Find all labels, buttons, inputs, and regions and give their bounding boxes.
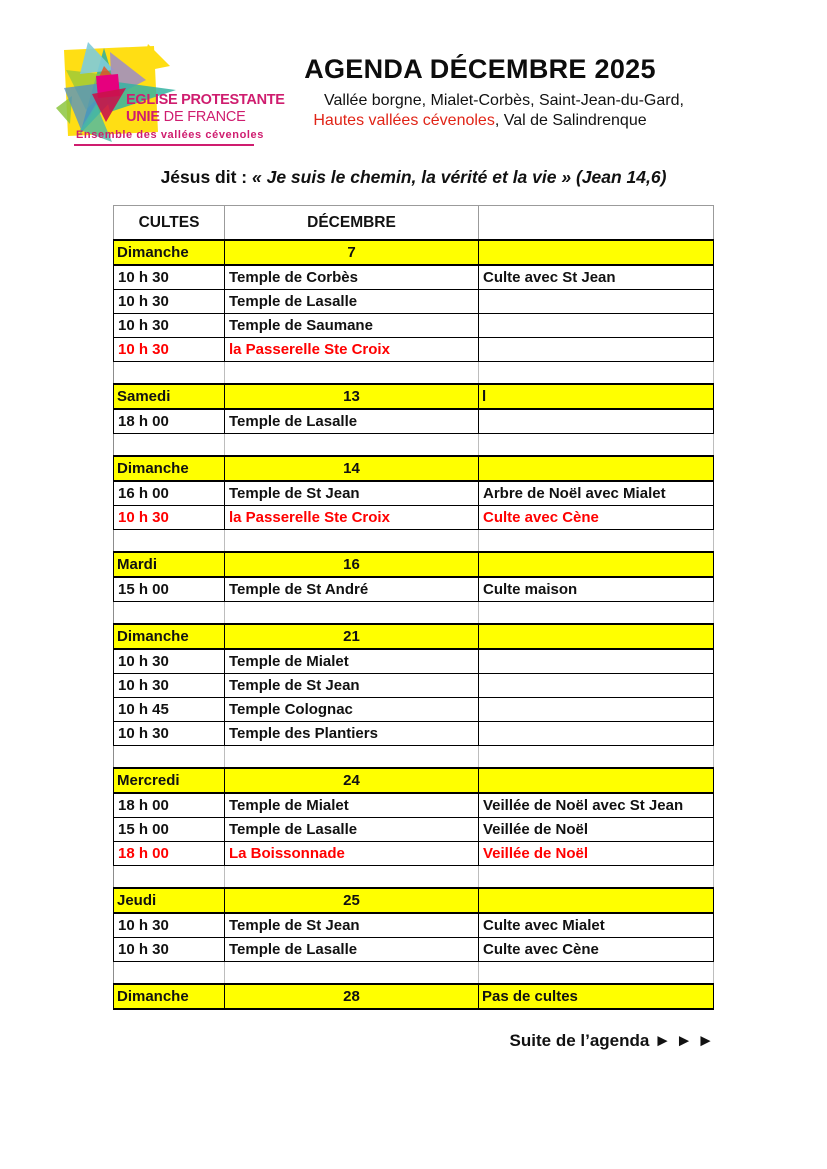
date-cell: 7 (224, 241, 478, 264)
time-cell: 10 h 30 (118, 941, 169, 958)
subtitle-line2 (252, 112, 708, 130)
place-cell: Temple de St André (224, 578, 478, 601)
day-cell: Samedi (117, 388, 171, 405)
spacer-cell (224, 362, 478, 383)
table-row (113, 722, 714, 746)
note-cell (478, 314, 715, 337)
note-cell: Culte avec Cène (478, 506, 715, 529)
subtitle-red-part: Hautes vallées cévenoles (313, 112, 495, 129)
footer-continuation-note: Suite de l’agenda ► ► ► (509, 1031, 714, 1050)
subtitle-black-part: , Val de Salindrenque (494, 112, 647, 129)
spacer-row (113, 434, 714, 455)
place-cell: Temple de St Jean (224, 674, 478, 697)
org-name-unie: UNIE (126, 109, 160, 125)
page-title: AGENDA DÉCEMBRE 2025 (304, 54, 656, 84)
time-cell: 15 h 00 (118, 581, 169, 598)
time-cell: 10 h 30 (118, 293, 169, 310)
day-cell: Jeudi (117, 892, 157, 909)
note-cell: Veillée de Noël avec St Jean (478, 794, 715, 817)
logo-underline (74, 144, 254, 146)
spacer-cell (224, 962, 478, 983)
place-cell: Temple de Saumane (224, 314, 478, 337)
table-row (113, 506, 714, 530)
place-cell: Temple de St Jean (224, 914, 478, 937)
day-row (113, 551, 714, 578)
day-row (113, 887, 714, 914)
day-cell: Mardi (117, 556, 158, 573)
day-cell: Mercredi (117, 772, 180, 789)
agenda-table (113, 205, 714, 1010)
spacer-row (113, 866, 714, 887)
time-cell: 10 h 30 (118, 341, 169, 358)
org-name-line1: EGLISE PROTESTANTE (126, 92, 285, 108)
time-cell: 10 h 30 (118, 917, 169, 934)
spacer-cell (224, 746, 478, 767)
spacer-cell (478, 602, 715, 623)
note-cell: Culte avec St Jean (478, 266, 715, 289)
note-cell: Veillée de Noël (478, 818, 715, 841)
spacer-cell (478, 962, 715, 983)
spacer-row (113, 530, 714, 551)
day-row (113, 239, 714, 266)
time-cell: 10 h 30 (118, 269, 169, 286)
date-cell: 25 (224, 889, 478, 912)
spacer-cell (224, 530, 478, 551)
quote-prefix: Jésus dit : (160, 167, 252, 187)
table-row (113, 818, 714, 842)
time-cell: 10 h 30 (118, 677, 169, 694)
spacer-cell (478, 746, 715, 767)
spacer-cell (224, 866, 478, 887)
day-note-cell (478, 769, 715, 792)
day-note-cell: Pas de cultes (478, 985, 715, 1008)
note-cell: Culte avec Cène (478, 938, 715, 961)
note-cell: Arbre de Noël avec Mialet (478, 482, 715, 505)
quote-italic: « Je suis le chemin, la vérité et la vie » (252, 167, 572, 187)
spacer-row (113, 746, 714, 767)
date-cell: 21 (224, 625, 478, 648)
day-note-cell (478, 889, 715, 912)
time-cell: 10 h 30 (118, 653, 169, 670)
subtitle-line1: Vallée borgne, Mialet-Corbès, Saint-Jean-du-Gard, (324, 92, 684, 109)
date-cell: 14 (224, 457, 478, 480)
spacer-cell (114, 362, 224, 383)
note-cell (478, 338, 715, 361)
date-cell: 28 (224, 985, 478, 1008)
place-cell: la Passerelle Ste Croix (224, 506, 478, 529)
day-row (113, 455, 714, 482)
note-cell (478, 722, 715, 745)
note-cell (478, 650, 715, 673)
spacer-row (113, 362, 714, 383)
spacer-cell (114, 530, 224, 551)
place-cell: Temple de Lasalle (224, 410, 478, 433)
spacer-cell (114, 434, 224, 455)
day-cell: Dimanche (117, 628, 189, 645)
header-empty (478, 206, 715, 239)
scripture-quote (0, 167, 827, 188)
place-cell: Temple de Corbès (224, 266, 478, 289)
day-cell: Dimanche (117, 988, 189, 1005)
spacer-cell (224, 434, 478, 455)
table-row (113, 938, 714, 962)
table-row (113, 914, 714, 938)
place-cell: Temple de Mialet (224, 650, 478, 673)
place-cell: la Passerelle Ste Croix (224, 338, 478, 361)
table-row (113, 410, 714, 434)
day-note-cell (478, 553, 715, 576)
place-cell: Temple de Lasalle (224, 938, 478, 961)
place-cell: Temple des Plantiers (224, 722, 478, 745)
day-cell: Dimanche (117, 244, 189, 261)
epudf-logo (52, 36, 285, 154)
table-row (113, 482, 714, 506)
org-name-line2 (126, 109, 246, 125)
time-cell: 16 h 00 (118, 485, 169, 502)
spacer-cell (478, 866, 715, 887)
org-name-de-france: DE FRANCE (159, 109, 246, 125)
day-row (113, 623, 714, 650)
note-cell: Culte maison (478, 578, 715, 601)
date-cell: 24 (224, 769, 478, 792)
time-cell: 10 h 45 (118, 701, 169, 718)
logo-tagline: Ensemble des vallées cévenoles (76, 129, 264, 141)
day-note-cell (478, 625, 715, 648)
header-cultes: CULTES (138, 213, 200, 231)
spacer-row (113, 962, 714, 983)
time-cell: 15 h 00 (118, 821, 169, 838)
time-cell: 10 h 30 (118, 509, 169, 526)
place-cell: Temple de St Jean (224, 482, 478, 505)
time-cell: 10 h 30 (118, 725, 169, 742)
table-row (113, 290, 714, 314)
spacer-cell (224, 602, 478, 623)
time-cell: 10 h 30 (118, 317, 169, 334)
day-row (113, 383, 714, 410)
spacer-row (113, 602, 714, 623)
spacer-cell (114, 962, 224, 983)
header-decembre: DÉCEMBRE (224, 206, 478, 239)
note-cell (478, 410, 715, 433)
place-cell: La Boissonnade (224, 842, 478, 865)
spacer-cell (478, 434, 715, 455)
place-cell: Temple Colognac (224, 698, 478, 721)
place-cell: Temple de Mialet (224, 794, 478, 817)
table-row (113, 338, 714, 362)
day-note-cell (478, 457, 715, 480)
date-cell: 13 (224, 385, 478, 408)
quote-reference: (Jean 14,6) (571, 167, 667, 187)
table-row (113, 794, 714, 818)
day-row (113, 983, 714, 1010)
note-cell: Culte avec Mialet (478, 914, 715, 937)
spacer-cell (478, 362, 715, 383)
spacer-cell (114, 866, 224, 887)
day-note-cell: l (478, 385, 715, 408)
time-cell: 18 h 00 (118, 413, 169, 430)
table-row (113, 314, 714, 338)
table-row (113, 674, 714, 698)
table-row (113, 650, 714, 674)
day-note-cell (478, 241, 715, 264)
header-title-block (252, 54, 708, 130)
spacer-cell (114, 746, 224, 767)
date-cell: 16 (224, 553, 478, 576)
note-cell: Veillée de Noël (478, 842, 715, 865)
day-row (113, 767, 714, 794)
table-row (113, 578, 714, 602)
table-row (113, 842, 714, 866)
spacer-cell (114, 602, 224, 623)
note-cell (478, 674, 715, 697)
table-row (113, 698, 714, 722)
place-cell: Temple de Lasalle (224, 818, 478, 841)
place-cell: Temple de Lasalle (224, 290, 478, 313)
table-header-row (113, 205, 714, 239)
time-cell: 18 h 00 (118, 845, 169, 862)
table-row (113, 266, 714, 290)
note-cell (478, 698, 715, 721)
note-cell (478, 290, 715, 313)
time-cell: 18 h 00 (118, 797, 169, 814)
spacer-cell (478, 530, 715, 551)
day-cell: Dimanche (117, 460, 189, 477)
